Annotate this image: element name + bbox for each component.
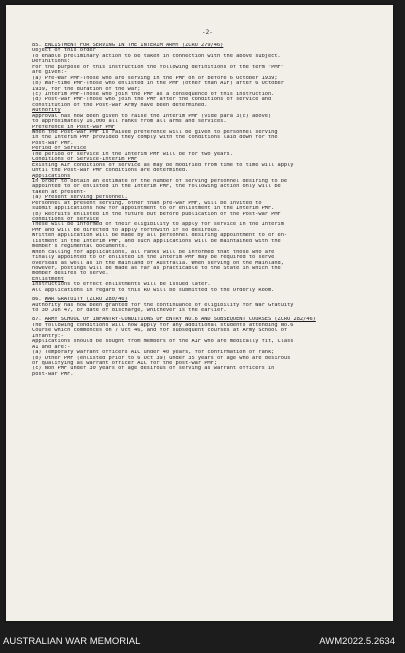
document-line: Course which commences on 7 Oct 46, and for subsequent courses at Army School of bbox=[32, 328, 288, 334]
document-line: (a) Pre-War PMF-Those who are serving in the PMF on or before 6 October 1939; bbox=[32, 75, 278, 81]
document-line: submit applications now for appointment to or enlistment in the Interim PMF. bbox=[32, 206, 275, 212]
document-line: Infantry:- bbox=[32, 333, 64, 339]
document-line: finally appointed to or enlisted in the Interim PMF may be required to serve bbox=[32, 255, 275, 261]
document-line: Conditions of Service-Interim PMF bbox=[32, 157, 138, 163]
document-line: Enlistment bbox=[32, 276, 64, 282]
document-line: Written application will be made by all personnel desiring appointment to or en- bbox=[32, 233, 288, 239]
document-line: are given:- bbox=[32, 70, 68, 76]
document-line: to 30 Jun 47, or date of discharge, whichever is the earlier. bbox=[32, 308, 227, 313]
document-line: (d) Post-war PMF-Those who join the PMF after the conditions of service and bbox=[32, 97, 272, 103]
document-line: appointed to or enlisted in the Interim PMF, the following action only will be bbox=[32, 184, 281, 190]
document-line: 85. ENLISTMENT FOR SERVING IN THE INTERIM ARMY (ZCRO 279/46) bbox=[32, 43, 224, 48]
document-body bbox=[32, 43, 386, 377]
document-line: Definitions: bbox=[32, 59, 71, 65]
document-line: Applications bbox=[32, 173, 71, 179]
document-line: (c) Interim PMF-Those who join the PMF as a consequence of this instruction. bbox=[32, 91, 275, 97]
document-line: Preference in Post-war PMF bbox=[32, 124, 115, 130]
document-line: These will be informed of their eligibility to apply for service in the Interim bbox=[32, 222, 284, 228]
document-line: 87. ARMY SCHOOL OF INFANTRY-CONDITIONS OF ENTRY NO.6 AND SUBSEQUENT COURSES (ZCRO 282/46) bbox=[32, 317, 316, 323]
document-line: member's regimental documents. bbox=[32, 244, 128, 250]
document-line: Existing AIF conditions of service as may be modified from time to time will apply bbox=[32, 162, 294, 168]
document-line: to approximately 16,000 all ranks from all arms and services. bbox=[32, 119, 227, 125]
document-line: 1939, for the duration of the war; bbox=[32, 86, 141, 92]
footer-accession-number: AWM2022.5.2634 bbox=[319, 636, 395, 647]
document-line: Applications should be sought from members of the AIF who are medically fit, Class bbox=[32, 339, 294, 345]
document-line: To enable preliminary action to be taken in connection with the above subject. bbox=[32, 53, 281, 59]
document-line: (c) Non PMF under 30 years of age desirous of serving as warrant officers in bbox=[32, 366, 275, 372]
document-line: PMF and will be directed to apply forthwith if so desirous. bbox=[32, 227, 221, 233]
document-line: listment in the Interim PMF, and such applications will be maintained with the bbox=[32, 238, 281, 244]
document-line: All applications in regard to this RO will be submitted to the Orderly Room. bbox=[32, 287, 275, 293]
document-line: (a) Present serving personnel. bbox=[32, 195, 128, 201]
footer-institution: AUSTRALIAN WAR MEMORIAL bbox=[3, 636, 141, 647]
document-line: (a) Temporary warrant officers AIC under 40 years, for confirmation of rank; bbox=[32, 350, 275, 356]
document-line: Post-war PMF. bbox=[32, 140, 74, 146]
document-line: post-war PMF. bbox=[32, 371, 74, 377]
document-line: 86. WAR GRATUITY (ZCRO 280/46) bbox=[32, 297, 128, 303]
document-line: taken at present- bbox=[32, 189, 87, 195]
document-line: For the purpose of this instruction the following definitions of the term "PMF" bbox=[32, 64, 284, 70]
document-line: of qualifying as warrant officer AIC for the post-war PMF; bbox=[32, 360, 217, 366]
document-line: Personnel at present serving, other than pre-war PMF, will be invited to bbox=[32, 200, 262, 206]
document-line: (b) Recruits enlisted in the future but before publication of the Post-war PMF bbox=[32, 211, 281, 217]
document-line: A1 and are:- bbox=[32, 344, 71, 350]
document-line: member desires to serve. bbox=[32, 271, 109, 277]
document-line: in the Interim PMF provided they comply with the conditions laid down for the bbox=[32, 135, 278, 141]
document-line: When the Post-war PMF is raised preference will be given to personnel serving bbox=[32, 130, 278, 135]
document-line: (b) Other PMF (enlisted prior to 6 Oct 39) under 35 years of age who are desirous bbox=[32, 355, 291, 361]
document-line: Approval has now been given to raise the Interim PMF (vide para 3(c) above) bbox=[32, 113, 272, 119]
document-line: The following conditions will now apply for any additional students attending No.6 bbox=[32, 322, 294, 328]
document-page bbox=[6, 5, 393, 621]
document-line: overseas as well as in the mainland of Australia. When serving on the Mainland, bbox=[32, 260, 284, 266]
document-line: until the Post-war PMF conditions are determined. bbox=[32, 168, 189, 174]
document-line: Period of Service bbox=[32, 146, 87, 152]
document-line: Object of this order bbox=[32, 48, 96, 54]
document-line: The period of service in the Interim PMF will be for two years. bbox=[32, 151, 233, 157]
page-number: -2- bbox=[202, 29, 213, 36]
document-line: Instructions to effect enlistments will be issued later. bbox=[32, 282, 211, 288]
document-line: In order to obtain an estimate of the number of serving personnel desiring to be bbox=[32, 178, 288, 184]
document-line: When calling for applications, all ranks will be informed that those who are bbox=[32, 249, 275, 255]
document-line: Authority bbox=[32, 108, 61, 114]
document-line: conditions of service bbox=[32, 217, 99, 222]
document-line: constitution of the Post-war Army have been determined. bbox=[32, 102, 208, 108]
document-line: (b) War-time PMF-Those who enlisted in the PMF (other than AIF) after 6 October bbox=[32, 81, 284, 87]
document-line: however, postings will be made as far as practicable to the State in which the bbox=[32, 265, 281, 271]
document-line: Authority has now been granted for the continuance of eligibility for War Gratuity bbox=[32, 302, 294, 308]
archive-footer bbox=[0, 633, 405, 653]
